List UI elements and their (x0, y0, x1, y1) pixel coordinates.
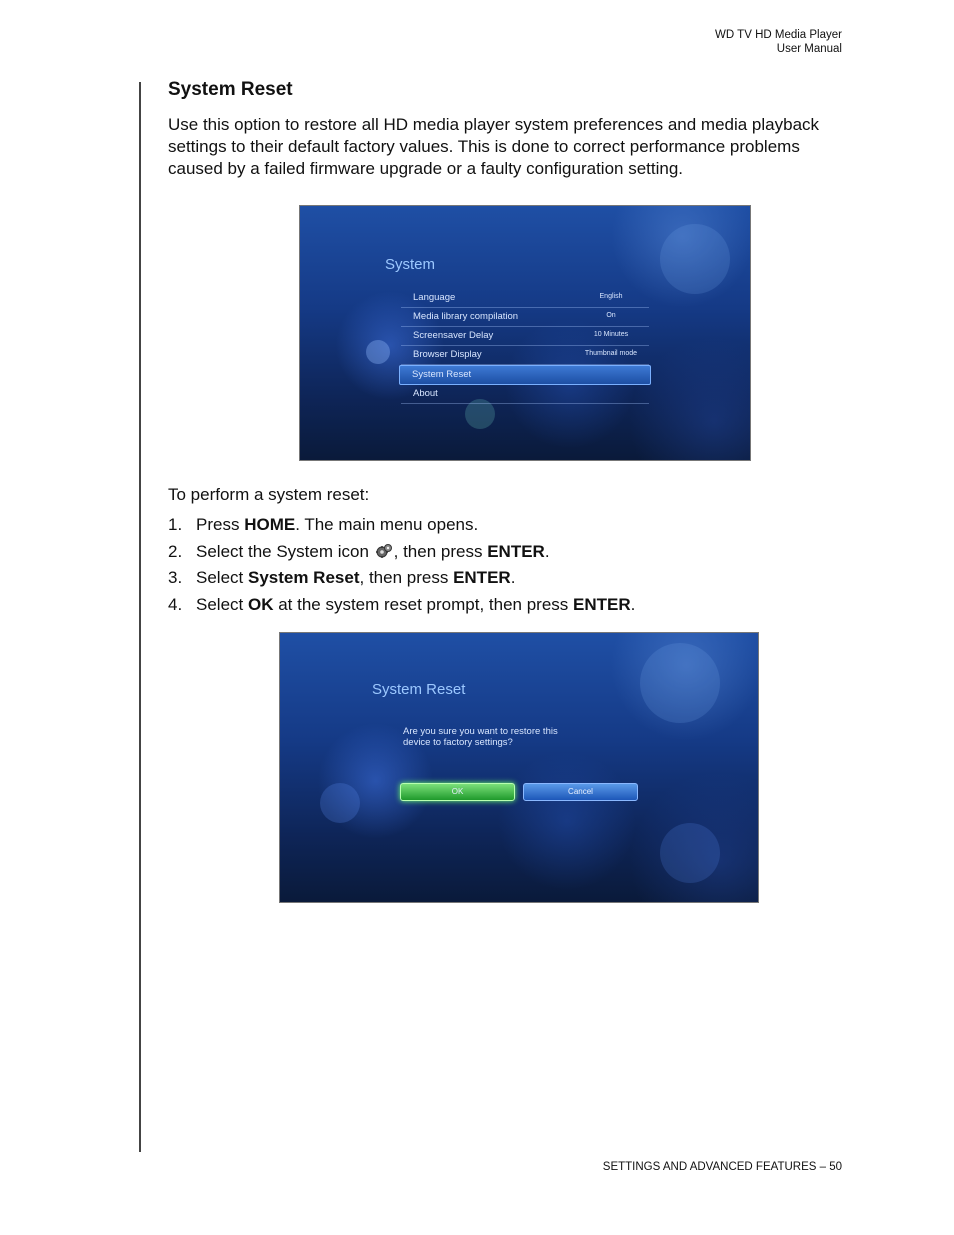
running-header (715, 28, 842, 56)
menu-item-label: System Reset (412, 369, 472, 380)
section-title: System Reset (168, 79, 293, 100)
menu-item-label: Media library compilation (413, 311, 519, 322)
header-product: WD TV HD Media Player (715, 29, 842, 41)
step-item (168, 595, 635, 622)
step-text: . (544, 541, 550, 561)
menu-item-label: About (413, 388, 438, 399)
step-text: , then press (359, 568, 454, 587)
margin-bar (139, 82, 141, 1152)
system-reset-prompt-screenshot (279, 632, 759, 903)
menu-item-system-reset[interactable] (399, 365, 651, 385)
step-key: ENTER (487, 541, 545, 561)
menu-item-browser-display[interactable] (401, 346, 649, 365)
step-number: 4. (168, 594, 183, 614)
step-text: . (510, 568, 516, 587)
step-key: HOME (244, 515, 296, 534)
system-menu (401, 289, 649, 404)
intro-paragraph: Use this option to restore all HD media player system preferences and media playback settings to their default factory values. This is done to correct performance problems caused by a failed firmware upgrade or a faulty configuration setting. (168, 115, 820, 178)
dialog-title: System Reset (372, 681, 466, 698)
steps-list (168, 515, 635, 621)
steps-lead: To perform a system reset: (168, 485, 370, 504)
menu-item-screensaver[interactable] (401, 327, 649, 346)
step-key: ENTER (453, 568, 511, 587)
dialog-message-line: device to factory settings? (403, 737, 513, 748)
step-number: 2. (168, 541, 183, 561)
step-text: . The main menu opens. (295, 515, 479, 534)
screen-title: System (385, 256, 436, 273)
menu-item-value: Thumbnail mode (584, 350, 638, 357)
ok-button[interactable]: OK (400, 783, 515, 801)
cancel-button[interactable]: Cancel (523, 783, 638, 801)
step-text: Select (196, 568, 248, 587)
bokeh-light (660, 224, 730, 294)
menu-item-value: English (599, 293, 623, 300)
menu-item-media-library[interactable] (401, 308, 649, 327)
menu-item-about[interactable] (401, 385, 649, 404)
page-footer: SETTINGS AND ADVANCED FEATURES – 50 (602, 1161, 842, 1173)
step-text: Select (196, 594, 248, 614)
step-number: 3. (168, 568, 183, 587)
header-doc-type: User Manual (776, 43, 842, 55)
step-text: at the system reset prompt, then press (273, 594, 574, 614)
menu-item-language[interactable] (401, 289, 649, 308)
menu-item-value: 10 Minutes (593, 331, 629, 338)
menu-item-value: On (606, 312, 616, 319)
step-item (168, 515, 635, 542)
menu-item-label: Screensaver Delay (413, 330, 494, 341)
dialog-message (403, 726, 623, 748)
step-text: Select the System icon (196, 541, 374, 561)
menu-item-label: Browser Display (413, 349, 482, 360)
step-text: Press (196, 515, 245, 534)
step-item (168, 542, 635, 569)
bokeh-light (366, 340, 390, 364)
step-text: . (630, 594, 636, 614)
step-item (168, 568, 635, 595)
step-number: 1. (168, 515, 183, 534)
gear-icon (375, 543, 393, 559)
step-key: OK (247, 594, 274, 614)
bokeh-light (640, 643, 720, 723)
menu-item-label: Language (413, 292, 456, 303)
step-key: ENTER (573, 594, 631, 614)
step-text: , then press (393, 541, 488, 561)
dialog-message-line: Are you sure you want to restore this (403, 726, 558, 737)
system-menu-screenshot (299, 205, 751, 461)
bokeh-light (320, 783, 360, 823)
step-key: System Reset (247, 568, 360, 587)
bokeh-light (660, 823, 720, 883)
